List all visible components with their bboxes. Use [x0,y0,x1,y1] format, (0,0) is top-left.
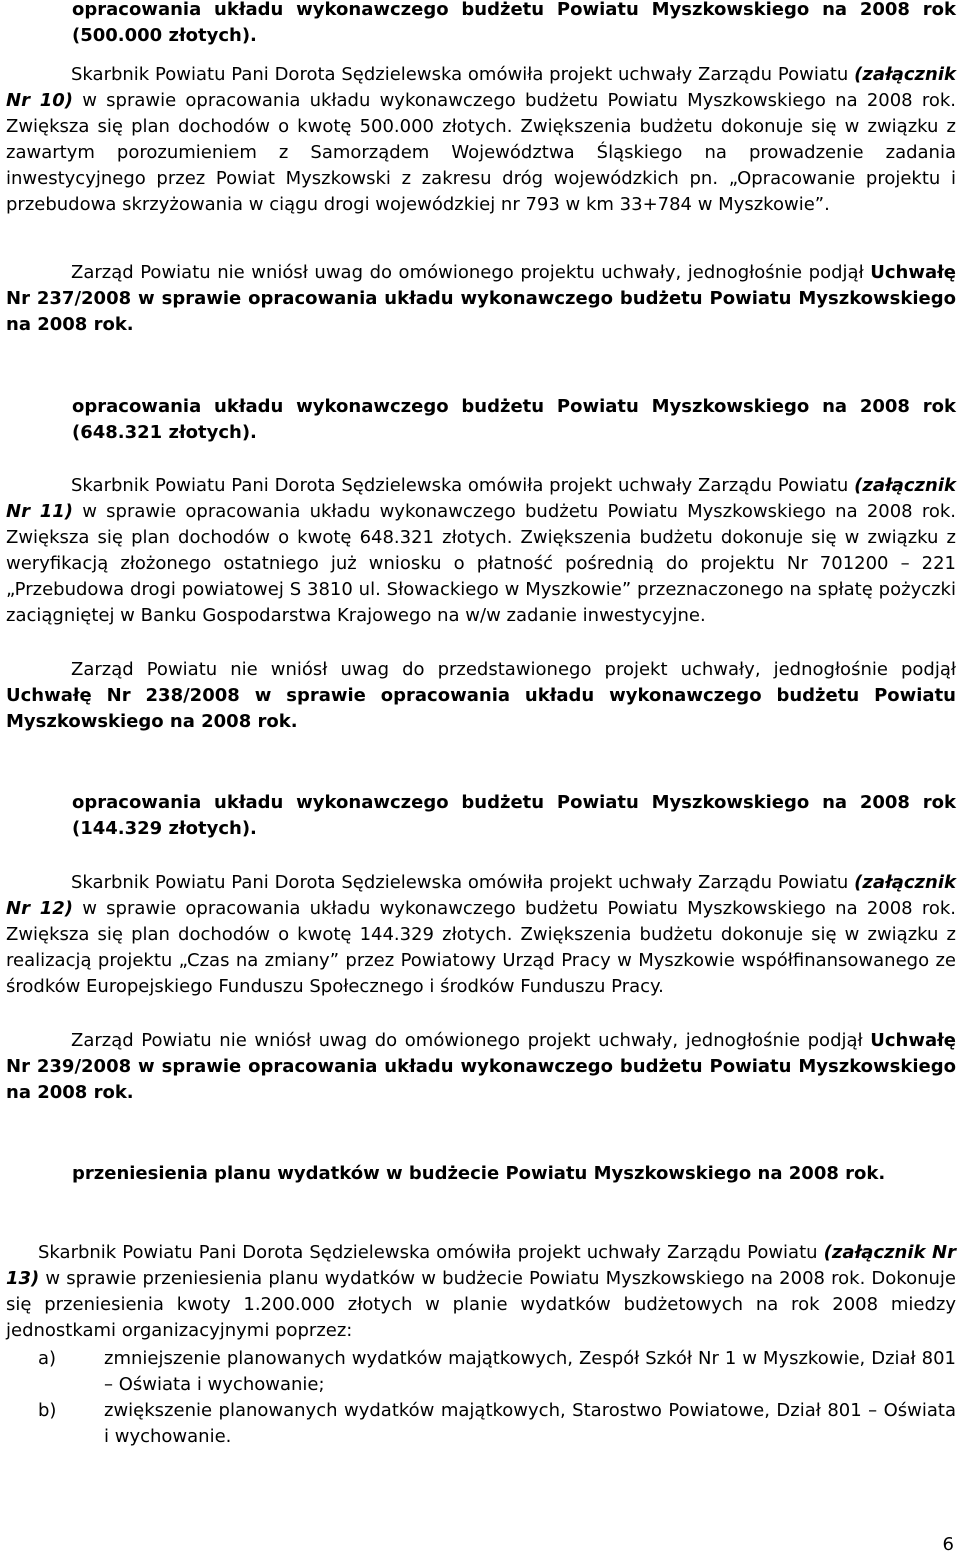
section-title: opracowania układu wykonawczego budżetu Powiatu Myszkowskiego na 2008 rok (144.329 złotych). [72,792,956,839]
list-item-label: a) [38,1348,57,1369]
section-title: opracowania układu wykonawczego budżetu Powiatu Myszkowskiego na 2008 rok (648.321 złotych). [72,396,956,443]
section-f-body [6,870,956,1000]
section-letter [6,394,72,420]
attachment-ref: (załącznik Nr 10) [6,64,956,111]
attachment-ref: (załącznik Nr 12) [6,872,956,919]
section-title: przeniesienia planu wydatków w budżecie Powiatu Myszkowskiego na 2008 rok. [72,1163,886,1184]
list-item [38,1398,956,1450]
paragraph-text: w sprawie opracowania układu wykonawczego budżetu Powiatu Myszkowskiego na 2008 rok. Zwiększa się plan dochodów o kwotę 144.329 złotych. Zwiększenia budżetu dokonuje się w związku z realizacją projektu „Czas na zmiany” przez Powiatowy Urząd Pracy w Myszkowie współfinansowanego ze środków Europejskiego Funduszu Społecznego i środków Funduszu Pracy. [6,898,957,997]
paragraph-text: Skarbnik Powiatu Pani Dorota Sędzielewska omówiła projekt uchwały Zarządu Powiatu [71,872,855,893]
section-e-decision [6,657,956,735]
attachment-ref: (załącznik Nr 11) [6,475,956,522]
list-item-label: b) [38,1400,57,1421]
paragraph-text: Skarbnik Powiatu Pani Dorota Sędzielewska omówiła projekt uchwały Zarządu Powiatu [71,64,855,85]
section-letter [6,1161,72,1187]
resolution-text: Uchwałę Nr 237/2008 w sprawie opracowania układu wykonawczego budżetu Powiatu Myszkowskiego na 2008 rok. [6,262,956,335]
decision-text: Zarząd Powiatu nie wniósł uwag do przedstawionego projekt uchwały, jednogłośnie podjął [71,659,956,680]
paragraph-text: w sprawie opracowania układu wykonawczego budżetu Powiatu Myszkowskiego na 2008 rok. Zwiększa się plan dochodów o kwotę 648.321 złotych. Zwiększenia budżetu dokonuje się w związku z weryfikacją złożonego ostatniego już wniosku o płatność pośrednią do projektu Nr 701200 – 221 „Przebudowa drogi powiatowej S 3810 ul. Słowackiego w Myszkowie” przeznaczonego na spłatę pożyczki zaciągniętej w Banku Gospodarstwa Krajowego na w/w zadanie inwestycyjne. [6,501,957,626]
section-d-body [6,62,956,218]
section-g-body [6,1240,956,1344]
section-g-list [38,1346,956,1450]
paragraph-text: w sprawie przeniesienia planu wydatków w budżecie Powiatu Myszkowskiego na 2008 rok. Dokonuje się przeniesienia kwoty 1.200.000 złotych w planie wydatków budżetowych na rok 2008 miedzy jednostkami organizacyjnymi poprzez: [6,1268,956,1341]
resolution-text: Uchwałę Nr 239/2008 w sprawie opracowania układu wykonawczego budżetu Powiatu Myszkowskiego na 2008 rok. [6,1030,956,1103]
attachment-ref: (załącznik Nr 13) [6,1242,956,1289]
section-d-decision [6,260,956,338]
page-number: 6 [942,1534,954,1555]
section-e-body [6,473,956,629]
decision-text: Zarząd Powiatu nie wniósł uwag do omówionego projektu uchwały, jednogłośnie podjął [71,262,871,283]
section-e-heading [6,394,956,446]
section-d-heading [6,0,956,49]
section-f-heading [6,790,956,842]
paragraph-text: Skarbnik Powiatu Pani Dorota Sędzielewska omówiła projekt uchwały Zarządu Powiatu [71,475,855,496]
section-f-decision [6,1028,956,1106]
decision-text: Zarząd Powiatu nie wniósł uwag do omówionego projekt uchwały, jednogłośnie podjął [71,1030,871,1051]
resolution-text: Uchwałę Nr 238/2008 w sprawie opracowania układu wykonawczego budżetu Powiatu Myszkowskiego na 2008 rok. [6,685,956,732]
section-g-heading [6,1161,956,1187]
paragraph-text: w sprawie opracowania układu wykonawczego budżetu Powiatu Myszkowskiego na 2008 rok. Zwiększa się plan dochodów o kwotę 500.000 złotych. Zwiększenia budżetu dokonuje się w związku z zawartym porozumieniem z Samorządem Województwa Śląskiego na prowadzenie zadania inwestycyjnego przez Powiat Myszkowski z zakresu dróg wojewódzkich pn. „Opracowanie projektu i przebudowa skrzyżowania w ciągu drogi wojewódzkiej nr 793 w km 33+784 w Myszkowie”. [6,90,957,215]
paragraph-text: Skarbnik Powiatu Pani Dorota Sędzielewska omówiła projekt uchwały Zarządu Powiatu [38,1242,824,1263]
section-letter [6,0,72,23]
list-item-text: zwiększenie planowanych wydatków majątkowych, Starostwo Powiatowe, Dział 801 – Oświata i wychowanie. [104,1400,956,1447]
section-title: opracowania układu wykonawczego budżetu Powiatu Myszkowskiego na 2008 rok (500.000 złotych). [72,0,956,46]
list-item [38,1346,956,1398]
section-letter [6,790,72,816]
list-item-text: zmniejszenie planowanych wydatków majątkowych, Zespół Szkół Nr 1 w Myszkowie, Dział 801 – Oświata i wychowanie; [104,1348,956,1395]
